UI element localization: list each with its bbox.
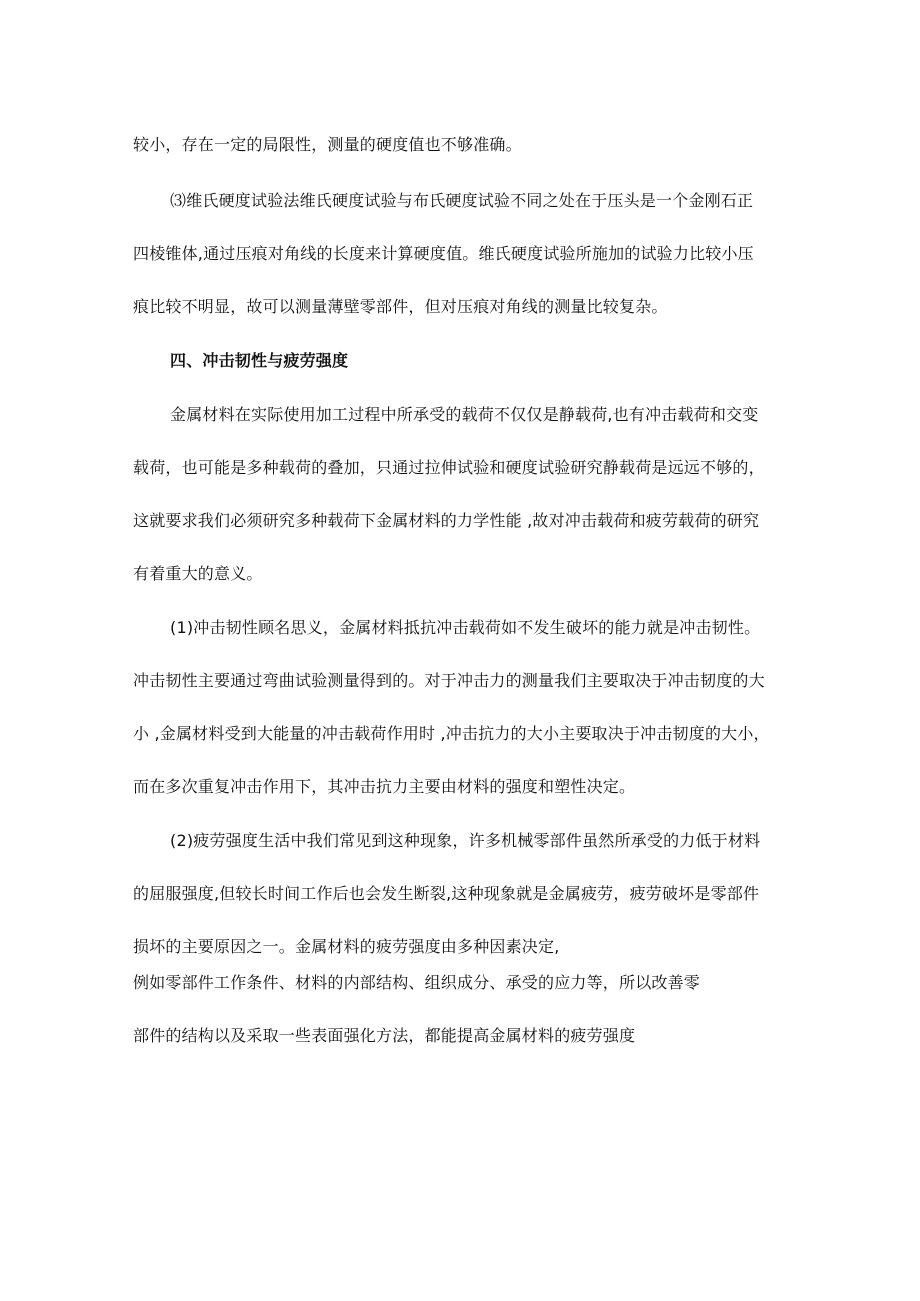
- text-line-load-3: 这就要求我们必须研究多种载荷下金属材料的力学性能 ,故对冲击载荷和疲劳载荷的研究: [133, 511, 760, 530]
- text-line-fatigue-5: 部件的结构以及采取一些表面强化方法，都能提高金属材料的疲劳强度: [133, 1026, 636, 1045]
- text-line-fatigue-2: 的屈服强度,但较长时间工作后也会发生断裂,这种现象就是金属疲劳，疲劳破坏是零部件: [133, 884, 760, 903]
- text-line-fatigue-4: 例如零部件工作条件、材料的内部结构、组织成分、承受的应力等，所以改善零: [133, 973, 701, 992]
- text-line-impact-3: 小 ,金属材料受到大能量的冲击载荷作用时 ,冲击抗力的大小主要取决于冲击韧度的大小，: [133, 724, 770, 743]
- section-heading: 四、冲击韧性与疲劳强度: [170, 351, 349, 370]
- text-line-vickers-2: 四棱锥体,通过压痕对角线的长度来计算硬度值。维氏硬度试验所施加的试验力比较小压: [133, 244, 754, 263]
- text-line-vickers-1: ⑶维氏硬度试验法维氏硬度试验与布氏硬度试验不同之处在于压头是一个金刚石正: [170, 191, 754, 210]
- text-line-fatigue-1: (2)疲劳强度生活中我们常见到这种现象，许多机械零部件虽然所承受的力低于材料: [170, 831, 761, 850]
- text-line-load-4: 有着重大的意义。: [133, 564, 263, 583]
- text-line-impact-4: 而在多次重复冲击作用下，其冲击抗力主要由材料的强度和塑性决定。: [133, 777, 636, 796]
- text-line-vickers-3: 痕比较不明显，故可以测量薄壁零部件，但对压痕对角线的测量比较复杂。: [133, 297, 668, 316]
- text-line-hardness-limitation: 较小，存在一定的局限性，测量的硬度值也不够准确。: [133, 135, 522, 154]
- text-line-fatigue-3: 损坏的主要原因之一。金属材料的疲劳强度由多种因素决定,: [133, 937, 560, 956]
- text-line-load-1: 金属材料在实际使用加工过程中所承受的载荷不仅仅是静载荷,也有冲击载荷和交变: [170, 405, 759, 424]
- text-line-load-2: 载荷，也可能是多种载荷的叠加，只通过拉伸试验和硬度试验研究静载荷是远远不够的，: [133, 458, 765, 477]
- text-line-impact-1: (1)冲击韧性顾名思义，金属材料抵抗冲击载荷如不发生破坏的能力就是冲击韧性。: [170, 618, 761, 637]
- text-line-impact-2: 冲击韧性主要通过弯曲试验测量得到的。对于冲击力的测量我们主要取决于冲击韧度的大: [133, 671, 765, 690]
